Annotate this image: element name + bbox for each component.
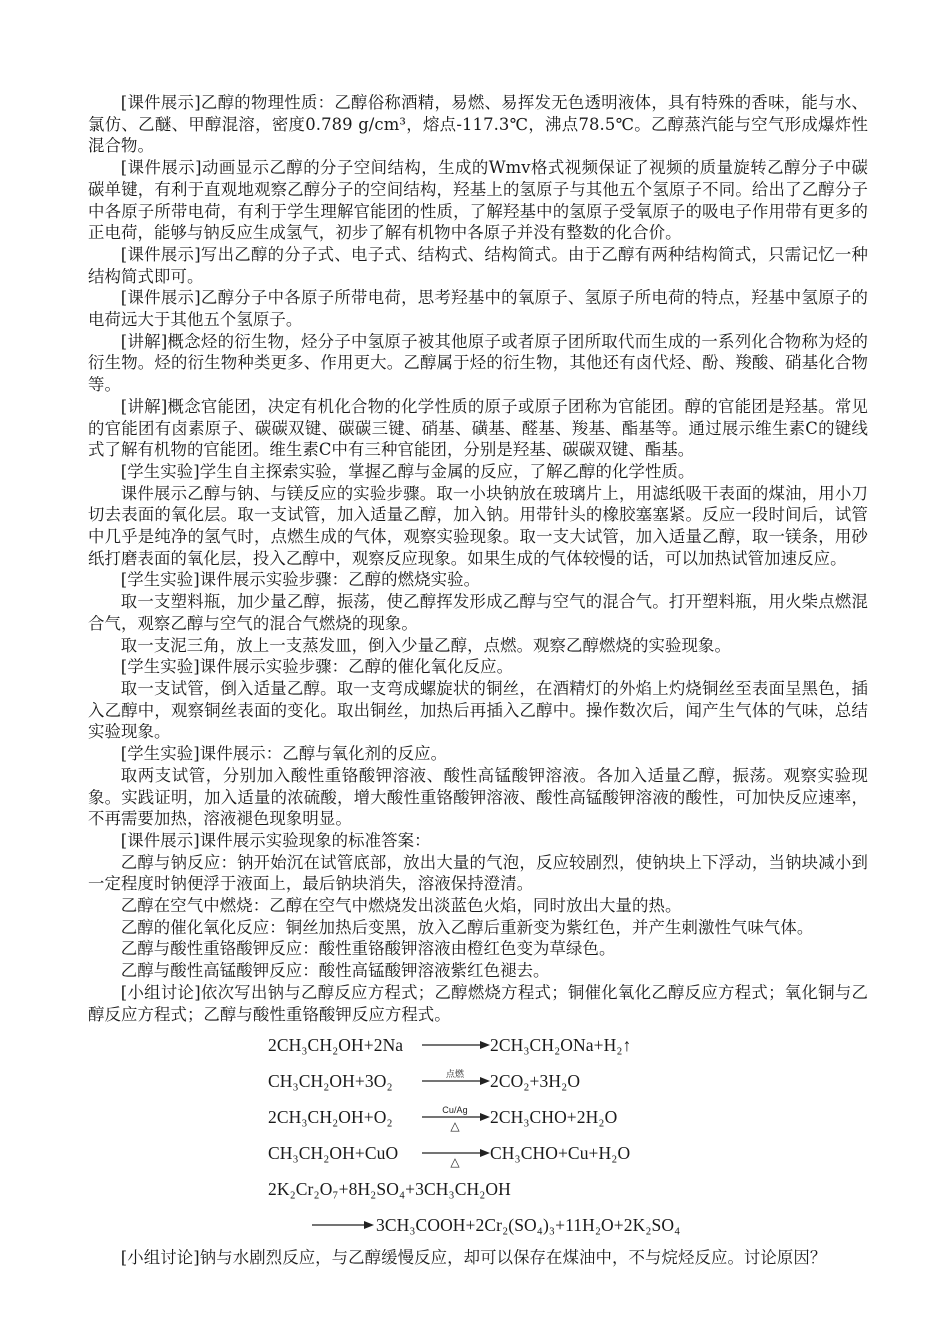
paragraph: [课件展示]乙醇的物理性质：乙醇俗称酒精，易燃、易挥发无色透明液体，具有特殊的香味，能与水、氯仿、乙醚、甲醇混溶，密度0.789 g/cm³，熔点-117.3℃，沸点78.5℃。乙醇蒸汽能与空气形成爆炸性混合物。 (88, 93, 868, 156)
equation-copper-oxide (88, 1135, 868, 1171)
reaction-arrow-icon (420, 1063, 490, 1099)
paragraph: 取两支试管，分别加入酸性重铬酸钾溶液、酸性高锰酸钾溶液。各加入适量乙醇，振荡。观察实验现象。实践证明，加入适量的浓硫酸，增大酸性重铬酸钾溶液、酸性高锰酸钾溶液的酸性，可加快反应速率，不再需要加热，溶液褪色现象明显。 (88, 765, 868, 829)
condition-label: 点燃 (445, 1069, 465, 1080)
equation-sodium-ethanol (88, 1027, 868, 1063)
equation-products: 3CH₃COOH+2Cr₂(SO₄)₃+11H₂O+2K₂SO₄ (376, 1215, 681, 1236)
paragraph: [讲解]概念官能团，决定有机化合物的化学性质的原子或原子团称为官能团。醇的官能团是羟基。常见的官能团有卤素原子、碳碳双键、碳碳三键、硝基、磺基、醛基、羧基、酯基等。通过展示维生素C的键线式了解有机物的官能团。维生素C中有三种官能团，分别是羟基、碳碳双键、酯基。 (88, 396, 868, 460)
paragraph: [学生实验]课件展示：乙醇与氧化剂的反应。 (120, 744, 448, 764)
paragraph: [小组讨论]依次写出钠与乙醇反应方程式；乙醇燃烧方程式；铜催化氧化乙醇反应方程式；氧化铜与乙醇反应方程式；乙醇与酸性重铬酸钾反应方程式。 (88, 982, 868, 1024)
equation-dichromate-products (88, 1207, 868, 1243)
paragraph: [课件展示]动画显示乙醇的分子空间结构，生成的Wmv格式视频保证了视频的质量旋转乙醇分子中碳碳单键，有利于直观地观察乙醇分子的空间结构，羟基上的氢原子与其他五个氢原子不同。给出了乙醇分子中各原子所带电荷，有利于学生理解官能团的性质，了解羟基中的氢原子受氧原子的吸电子作用带有更多的正电荷，能够与钠反应生成氢气，初步了解有机物中各原子并没有整数的化合价。 (88, 158, 868, 243)
paragraph: [学生实验]课件展示实验步骤：乙醇的催化氧化反应。 (120, 657, 514, 677)
equation-products: CH₃CHO+Cu+H₂O (490, 1143, 631, 1164)
reaction-arrow-icon (310, 1207, 374, 1243)
paragraph: 取一支塑料瓶，加少量乙醇，振荡，使乙醇挥发形成乙醇与空气的混合气。打开塑料瓶，用火柴点燃混合气，观察乙醇与空气的混合气燃烧的现象。 (88, 592, 868, 633)
paragraph: 课件展示乙醇与钠、与镁反应的实验步骤。取一小块钠放在玻璃片上，用滤纸吸干表面的煤油，用小刀切去表面的氧化层。取一支试管，加入适量乙醇，加入钠。用带针头的橡胶塞塞紧。反应一段时间后，试管中几乎是纯净的氢气时，点燃生成的气体，观察实验现象。取一支大试管，加入适量乙醇，取一镁条，用砂纸打磨表面的氧化层，投入乙醇中，观察反应现象。如果生成的气体较慢的话，可以加热试管加速反应。 (88, 483, 868, 568)
equation-block (88, 1027, 868, 1243)
paragraph: 乙醇在空气中燃烧：乙醇在空气中燃烧发出淡蓝色火焰，同时放出大量的热。 (120, 896, 682, 916)
paragraph-closing: [小组讨论]钠与水剧烈反应，与乙醇缓慢反应，却可以保存在煤油中，不与烷烃反应。讨论原因？ (120, 1248, 827, 1268)
equation-products: 2CH₃CH₂ONa+H₂↑ (490, 1035, 632, 1056)
paragraph: [课件展示]乙醇分子中各原子所带电荷，思考羟基中的氧原子、氢原子所电荷的特点，羟基中氢原子的电荷远大于其他五个氢原子。 (88, 288, 868, 330)
equation-products: 2CO₂+3H₂O (490, 1071, 581, 1092)
equation-reactants: CH₃CH₂OH+CuO (268, 1143, 399, 1164)
reaction-arrow-icon (420, 1099, 490, 1135)
paragraph: [课件展示]写出乙醇的分子式、电子式、结构式、结构简式。由于乙醇有两种结构简式，只需记忆一种结构简式即可。 (88, 244, 868, 286)
document-body (88, 92, 868, 1269)
paragraph: [学生实验]课件展示实验步骤：乙醇的燃烧实验。 (120, 570, 481, 590)
paragraph: [课件展示]课件展示实验现象的标准答案： (120, 830, 431, 850)
paragraph: 取一支试管，倒入适量乙醇。取一支弯成螺旋状的铜丝，在酒精灯的外焰上灼烧铜丝至表面呈黑色，插入乙醇中，观察铜丝表面的变化。取出铜丝，加热后再插入乙醇中。操作数次后，闻产生气体的气味，总结实验现象。 (88, 678, 868, 742)
equation-catalytic-oxidation (88, 1099, 868, 1135)
paragraph: [学生实验]学生自主探索实验，掌握乙醇与金属的反应，了解乙醇的化学性质。 (120, 461, 695, 481)
paragraph: 乙醇与酸性高锰酸钾反应：酸性高锰酸钾溶液紫红色褪去。 (120, 961, 550, 981)
heat-symbol: △ (450, 1119, 460, 1134)
paragraph: 乙醇与钠反应：钠开始沉在试管底部，放出大量的气泡，反应较剧烈，使钠块上下浮动，当钠块减小到一定程度时钠便浮于液面上，最后钠块消失，溶液保持澄清。 (88, 852, 868, 894)
condition-label: Cu/Ag (442, 1105, 468, 1116)
equation-reactants: 2K₂Cr₂O₇+8H₂SO₄+3CH₃CH₂OH (268, 1179, 511, 1200)
equation-reactants: 2CH₃CH₂OH+O₂ (268, 1107, 393, 1128)
reaction-arrow-icon (420, 1027, 490, 1063)
equation-products: 2CH₃CHO+2H₂O (490, 1107, 618, 1128)
heat-symbol: △ (450, 1155, 460, 1170)
equation-combustion (88, 1063, 868, 1099)
reaction-arrow-icon (420, 1135, 490, 1171)
paragraph: 乙醇与酸性重铬酸钾反应：酸性重铬酸钾溶液由橙红色变为草绿色。 (120, 939, 616, 959)
paragraph: 取一支泥三角，放上一支蒸发皿，倒入少量乙醇，点燃。观察乙醇燃烧的实验现象。 (120, 635, 731, 655)
equation-dichromate-reactants (88, 1171, 868, 1207)
equation-reactants: 2CH₃CH₂OH+2Na (268, 1035, 404, 1056)
paragraph: [讲解]概念烃的衍生物，烃分子中氢原子被其他原子或者原子团所取代而生成的一系列化合物称为烃的衍生物。烃的衍生物种类更多、作用更大。乙醇属于烃的衍生物，其他还有卤代烃、酚、羧酸、硝基化合物等。 (88, 331, 868, 395)
equation-reactants: CH₃CH₂OH+3O₂ (268, 1071, 393, 1092)
paragraph: 乙醇的催化氧化反应：铜丝加热后变黑，放入乙醇后重新变为紫红色，并产生刺激性气味气体。 (120, 917, 814, 937)
